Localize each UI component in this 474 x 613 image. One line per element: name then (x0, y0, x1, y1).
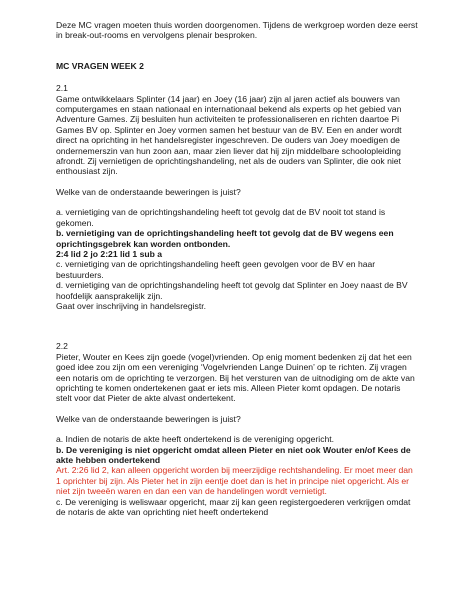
question-2-2 (56, 341, 418, 517)
option-b-correct: b. De vereniging is niet opgericht omdat alleen Pieter en niet ook Wouter en/of Kees de akte hebben ondertekend (56, 444, 411, 465)
option-c: c. De vereniging is weliswaar opgericht, maar zij kan geen registergoederen verkrijgen omdat de notaris de akte van oprichting niet heeft ondertekend (56, 496, 411, 518)
question-prompt: Welke van de onderstaande beweringen is juist? (56, 186, 241, 197)
option-b-correct: b. vernietiging van de oprichtingshandeling heeft tot gevolg dat de BV wegens een oprichtingsgebrek kan worden ontbonden. (56, 228, 394, 249)
intro-text: Deze MC vragen moeten thuis worden doorgenomen. Tijdens de werkgroep worden deze eerst in break-out-rooms en vervolgens plenair besproken. (56, 20, 418, 41)
question-2-1 (56, 83, 418, 311)
question-prompt: Welke van de onderstaande beweringen is juist? (56, 413, 241, 424)
question-number: 2.2 (56, 341, 68, 352)
option-a: a. vernietiging van de oprichtingshandeling heeft tot gevolg dat de BV nooit tot stand is gekomen. (56, 207, 386, 228)
answer-reference: 2:4 lid 2 jo 2:21 lid 1 sub a (56, 248, 163, 259)
page-heading: MC VRAGEN WEEK 2 (56, 60, 144, 71)
question-text: Game ontwikkelaars Splinter (14 jaar) en Joey (16 jaar) zijn al jaren actief als bouwers van computergames en staan nationaal en internationaal bekend als experts op het gebied van Adventure Games. Zij besluiten hun activiteiten te professionaliseren en richten daartoe Pi Games BV op. Splinter en Joey vormen samen het bestuur van de BV. Een en ander wordt direct na oprichting in het handelsregister ingeschreven. De ouders van Joey moedigen de ondernemerszin van hun zoon aan, maar zien liever dat hij zijn middelbare schoolopleiding afrondt. Zij vernietigen de oprichtingshandeling, net als de ouders van Splinter, die ook niet enthousiast zijn. (56, 93, 402, 177)
answer-note: Gaat over inschrijving in handelsregistr. (56, 300, 206, 311)
option-a: a. Indien de notaris de akte heeft ondertekend is de vereniging opgericht. (56, 434, 335, 445)
option-c: c. vernietiging van de oprichtingshandeling heeft geen gevolgen voor de BV en haar bestuurders. (56, 259, 376, 280)
question-number: 2.1 (56, 83, 68, 94)
option-d: d. vernietiging van de oprichtingshandeling heeft tot gevolg dat Splinter en Joey naast de BV hoofdelijk aansprakelijk zijn. (56, 280, 408, 301)
answer-explanation: Art. 2:26 lid 2, kan alleen opgericht worden bij meerzijdige rechtshandeling. Er moet meer dan 1 oprichter bij zijn. Als Pieter het in zijn eentje doet dan is het in principe niet opgericht. Als er niet zijn tweeën waren en dan een van de handelingen wordt vernietigt. (56, 465, 413, 497)
question-text: Pieter, Wouter en Kees zijn goede (vogel)vrienden. Op enig moment bedenken zij dat het een goed idee zou zijn om een vereniging ‘Vogelvrienden Lange Duinen’ op te richten. Zij vragen een notaris om de oprichting te verzorgen. Bij het versturen van de uitnodiging om de akte van oprichting te komen ondertekenen gaat er iets mis. Alleen Pieter komt opdagen. De notaris stelt voor dat Pieter de akte alvast ondertekent. (56, 351, 415, 404)
